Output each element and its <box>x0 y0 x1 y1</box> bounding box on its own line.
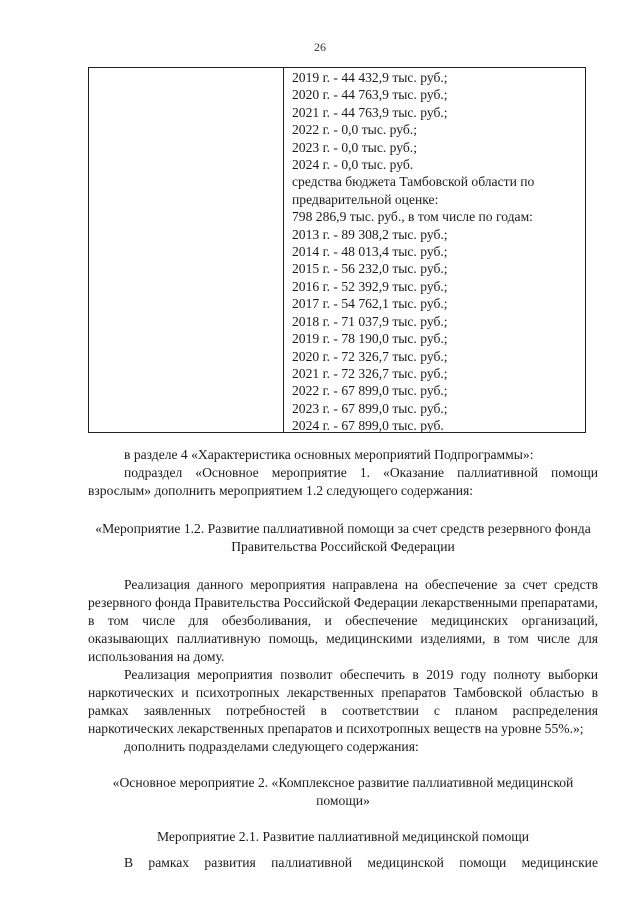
table-line: 2023 г. - 67 899,0 тыс. руб.; <box>292 400 448 416</box>
table-line: 2013 г. - 89 308,2 тыс. руб.; <box>292 226 448 242</box>
table-line: 2020 г. - 72 326,7 тыс. руб.; <box>292 348 448 364</box>
add-subsections-text: дополнить подразделами следующего содержания: <box>124 739 419 754</box>
table-line: 2019 г. - 44 432,9 тыс. руб.; <box>292 70 448 85</box>
table-line: предварительной оценке: <box>292 191 439 207</box>
table-line: 2017 г. - 54 762,1 тыс. руб.; <box>292 296 448 312</box>
table-line: 2014 г. - 48 013,4 тыс. руб.; <box>292 244 448 260</box>
table-line: 2021 г. - 44 763,9 тыс. руб.; <box>292 104 448 120</box>
main-measure-2-title: «Основное мероприятие 2. «Комплексное развитие паллиативной медицинской помощи» <box>112 775 574 808</box>
measure-2-1-title: Мероприятие 2.1. Развитие паллиативной медицинской помощи <box>156 829 530 844</box>
table-line: 2024 г. - 67 899,0 тыс. руб. <box>292 418 444 434</box>
table-line: 2021 г. - 72 326,7 тыс. руб.; <box>292 365 448 381</box>
table-line: 2015 г. - 56 232,0 тыс. руб.; <box>292 261 448 277</box>
budget-table <box>88 67 586 433</box>
section-intro: в разделе 4 «Характеристика основных мероприятий Подпрограммы»: <box>124 447 534 462</box>
page-number: 26 <box>314 40 326 54</box>
table-line: 2022 г. - 0,0 тыс. руб.; <box>292 122 417 138</box>
table-right-cell <box>284 68 585 432</box>
paragraph-funding: Реализация данного мероприятия направлена на обеспечение за счет средств резервного фонда Правительства Российской Федерации лекарственными препаратами, в том числе для обезболивания, и обеспечение медицинских организаций, оказывающих паллиативную помощь, медицинскими изделиями, в том числе для использования на дому. <box>88 577 598 664</box>
table-line: 2023 г. - 0,0 тыс. руб.; <box>292 139 417 155</box>
paragraph-outcome: Реализация мероприятия позволит обеспечить в 2019 году полноту выборки наркотических и психотропных лекарственных препаратов Тамбовской областью в рамках заявленных потребностей в соответствии с планом распределения наркотических лекарственных препаратов и психотропных веществ на уровне 55%.»; <box>88 667 598 736</box>
table-line: 798 286,9 тыс. руб., в том числе по годам: <box>292 209 533 225</box>
table-line: средства бюджета Тамбовской области по <box>292 174 535 190</box>
table-line: 2020 г. - 44 763,9 тыс. руб.; <box>292 87 448 103</box>
subsection-amendment: подраздел «Основное мероприятие 1. «Оказание паллиативной помощи взрослым» дополнить мероприятием 1.2 следующего содержания: <box>88 465 598 498</box>
table-line: 2018 г. - 71 037,9 тыс. руб.; <box>292 313 448 329</box>
table-line: 2022 г. - 67 899,0 тыс. руб.; <box>292 383 448 399</box>
document-body <box>88 446 598 872</box>
table-line: 2024 г. - 0,0 тыс. руб. <box>292 157 414 173</box>
table-line: 2019 г. - 78 190,0 тыс. руб.; <box>292 331 448 347</box>
measure-1-2-title: «Мероприятие 1.2. Развитие паллиативной помощи за счет средств резервного фонда Правительства Российской Федерации <box>95 521 591 554</box>
table-line: 2016 г. - 52 392,9 тыс. руб.; <box>292 278 448 294</box>
table-left-cell <box>89 68 284 432</box>
paragraph-palliative-start: В рамках развития паллиативной медицинской помощи медицинские <box>124 855 598 870</box>
